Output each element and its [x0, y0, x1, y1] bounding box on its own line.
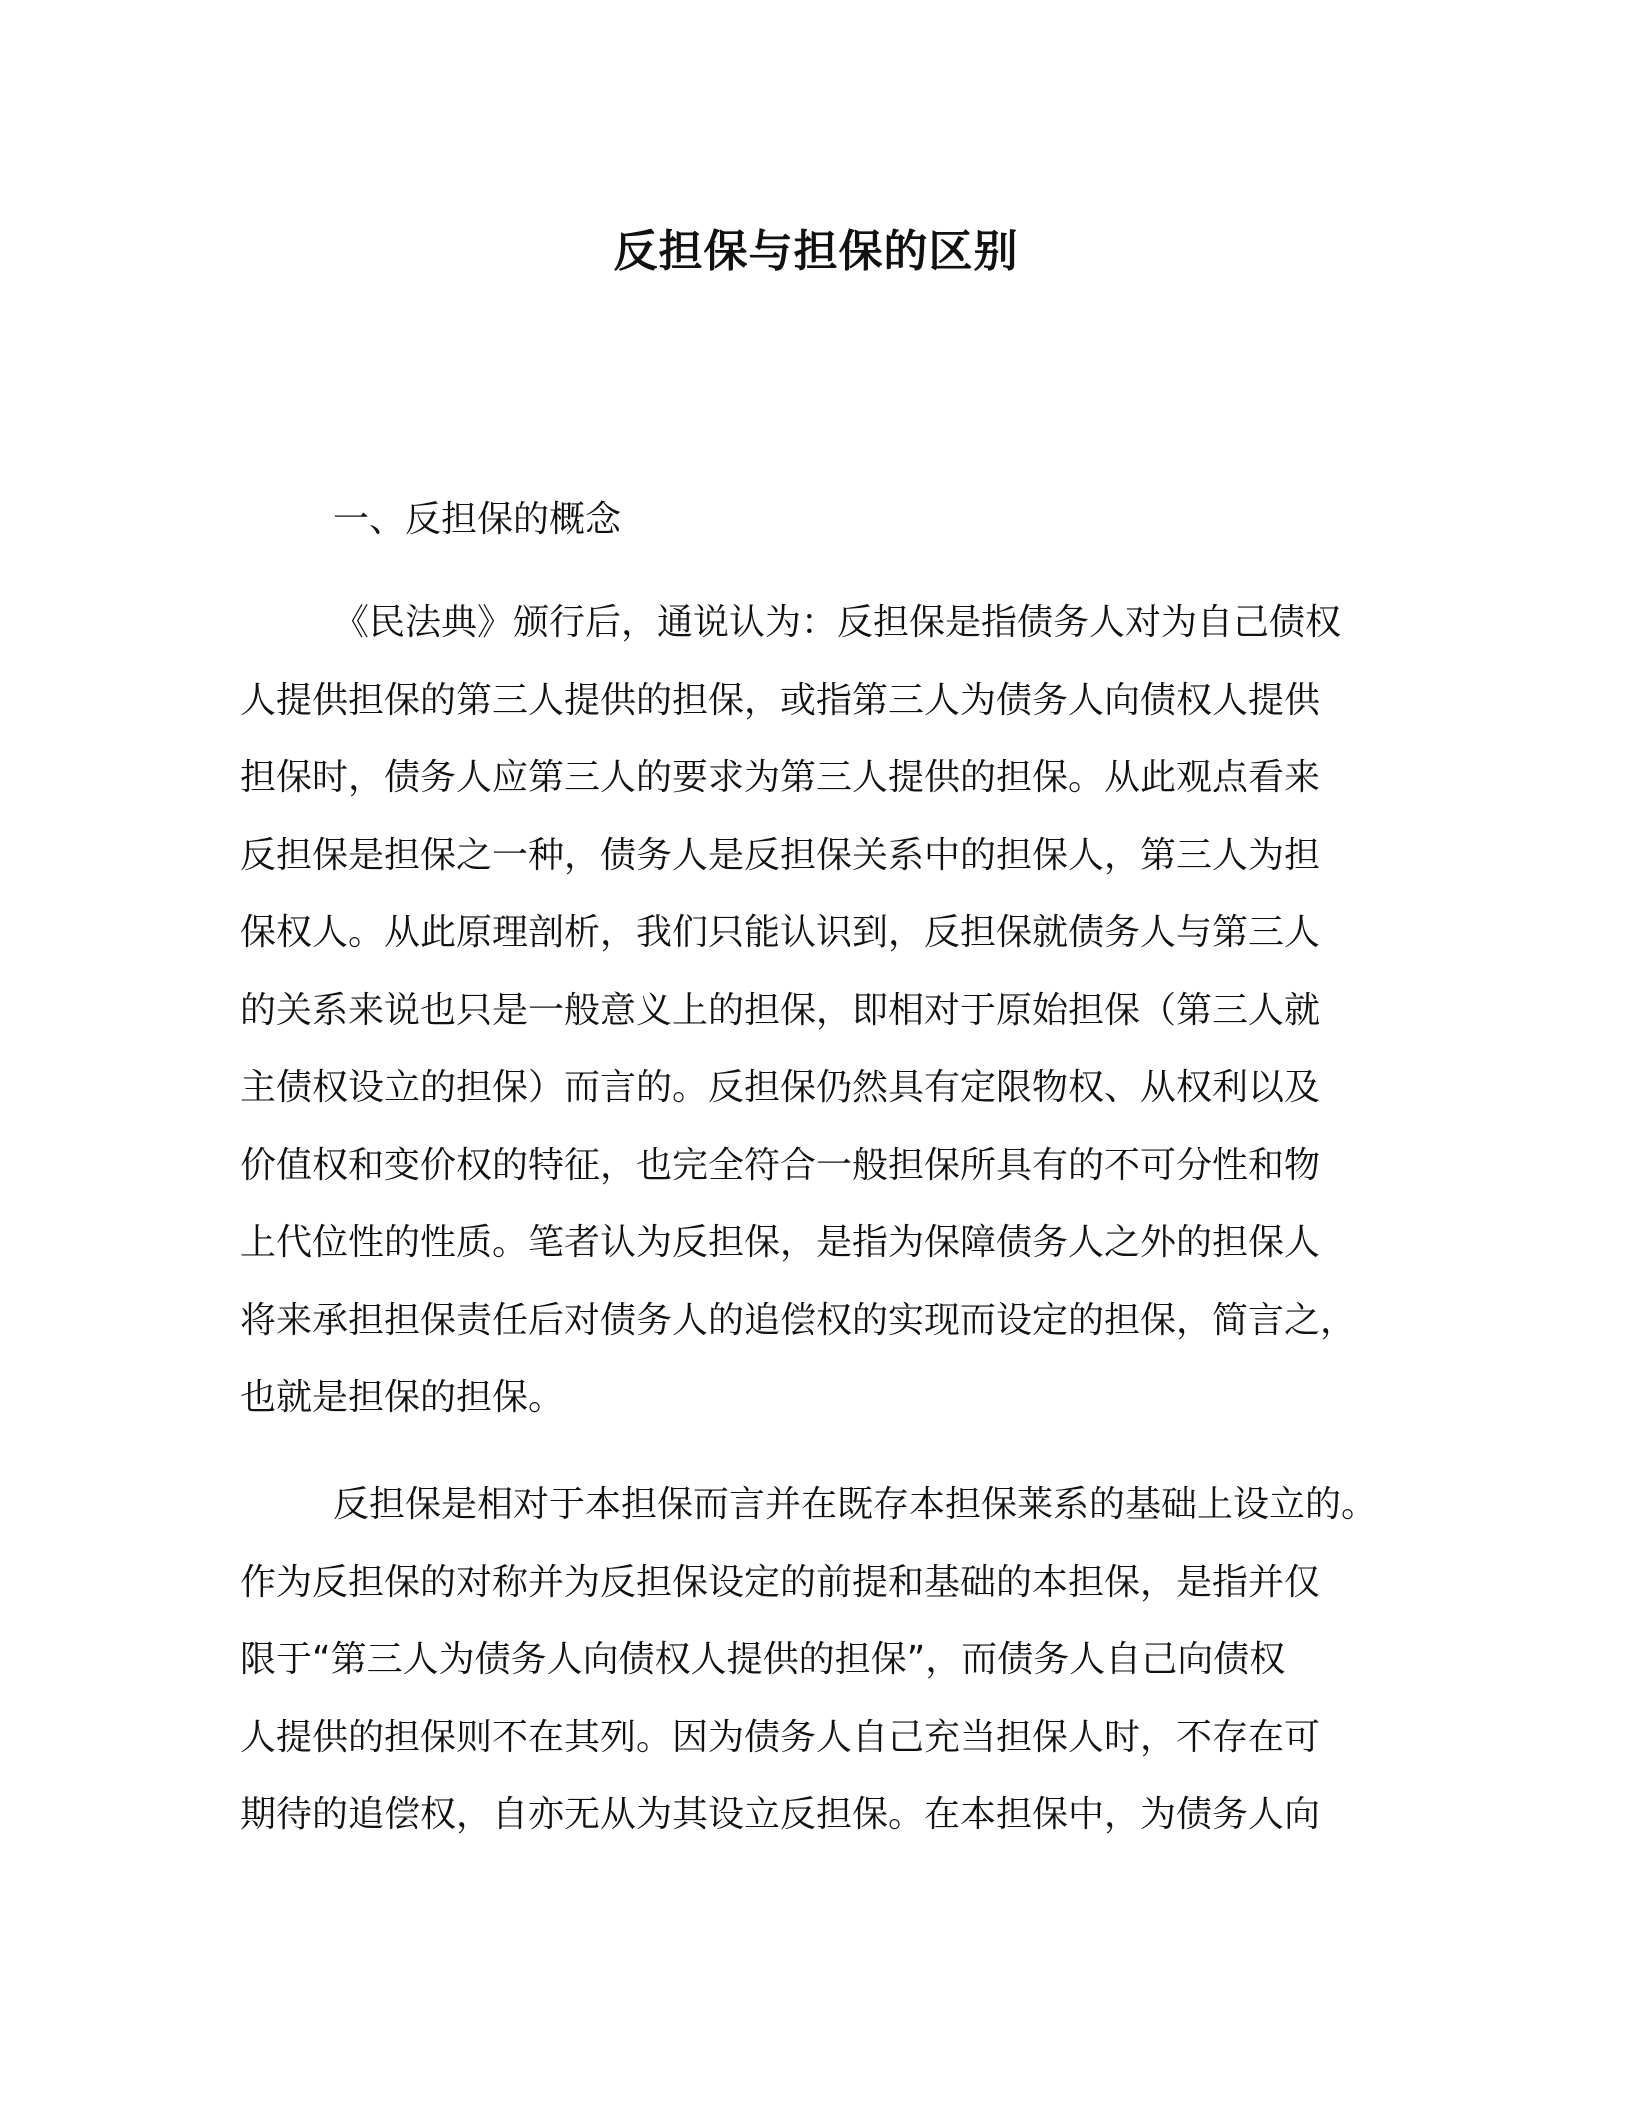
paragraph-line: 限于“第三人为债务人向债权人提供的担保”，而债务人自己向债权	[240, 1639, 1286, 1680]
paragraph-line: 反担保是相对于本担保而言并在既存本担保莱系的基础上设立的。	[333, 1484, 1378, 1525]
section-heading: 一、反担保的概念	[333, 499, 622, 540]
paragraph-line: 《民法典》颁行后，通说认为：反担保是指债务人对为自己债权	[333, 602, 1342, 643]
paragraph-line: 人提供担保的第三人提供的担保，或指第三人为债务人向债权人提供	[240, 679, 1321, 721]
paragraph-line: 主债权设立的担保）而言的。反担保仍然具有定限物权、从权利以及	[240, 1067, 1321, 1108]
paragraph-line: 的关系来说也只是一般意义上的担保，即相对于原始担保（第三人就	[240, 989, 1321, 1031]
document-title: 反担保与担保的区别	[613, 226, 1019, 277]
paragraph-line: 担保时，债务人应第三人的要求为第三人提供的担保。从此观点看来	[240, 757, 1321, 798]
paragraph-line: 也就是担保的担保。	[240, 1377, 565, 1418]
paragraph-line: 期待的追偿权，自亦无从为其设立反担保。在本担保中，为债务人向	[240, 1794, 1321, 1835]
paragraph-line: 价值权和变价权的特征，也完全符合一般担保所具有的不可分性和物	[240, 1144, 1321, 1186]
paragraph-line: 将来承担担保责任后对债务人的追偿权的实现而设定的担保，简言之，	[240, 1299, 1357, 1341]
paragraph-line: 保权人。从此原理剖析，我们只能认识到，反担保就债务人与第三人	[240, 912, 1321, 953]
paragraph-line: 作为反担保的对称并为反担保设定的前提和基础的本担保，是指并仅	[240, 1561, 1321, 1603]
paragraph-line: 上代位性的性质。笔者认为反担保，是指为保障债务人之外的担保人	[240, 1222, 1321, 1263]
paragraph-1	[240, 584, 1480, 1437]
paragraph-2	[240, 1466, 1480, 1854]
paragraph-line: 人提供的担保则不在其列。因为债务人自己充当担保人时，不存在可	[240, 1716, 1321, 1758]
paragraph-line: 反担保是担保之一种，债务人是反担保关系中的担保人，第三人为担	[240, 834, 1321, 876]
